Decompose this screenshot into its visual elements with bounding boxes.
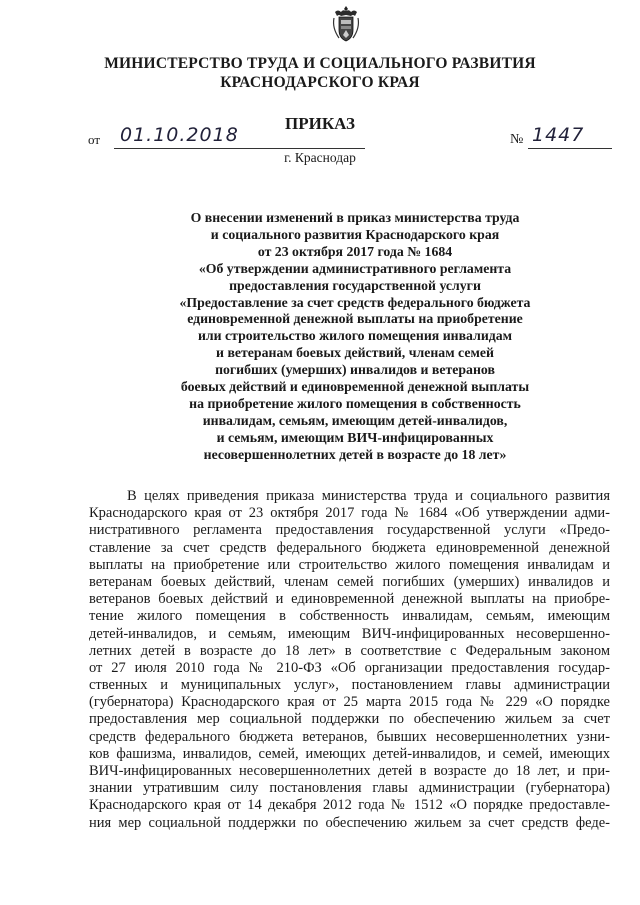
coat-of-arms-icon xyxy=(331,4,361,44)
order-heading xyxy=(100,210,610,464)
body-line: летних детей в возрасте до 18 лет» в соответствие с Федеральным законом xyxy=(89,642,610,659)
body-line: В целях приведения приказа министерства труда и социального развития xyxy=(127,488,610,504)
body-line: ветеранам боевых действий, членам семей погибших (умерших) инвалидов и xyxy=(89,573,610,590)
heading-line: и социального развития Краснодарского края xyxy=(210,226,500,242)
body-line: средств федерального бюджета ветеранов, бывших несовершеннолетних узни- xyxy=(89,728,610,745)
body-line: выплаты на приобретение или строительство жилого помещения инвалидам и xyxy=(89,556,610,573)
body-line: знании утратившим силу постановления главы администрации (губернатора) xyxy=(89,780,610,797)
body-line: ков фашизма, инвалидов, семей, имеющих детей-инвалидов, и семей, имеющих xyxy=(89,745,610,762)
heading-line: О внесении изменений в приказ министерства труда xyxy=(190,210,520,225)
heading-line: единовременной денежной выплаты на приобретение xyxy=(187,311,523,327)
heading-line: и ветеранам боевых действий, членам семей xyxy=(216,345,494,361)
body-line: ставление за счет средств федерального бюджета единовременной денежной xyxy=(89,539,610,556)
body-line: ветеранов боевых действий и единовременной денежной выплаты на приобре- xyxy=(89,591,610,608)
heading-line: инвалидам, семьям, имеющим детей-инвалидов, xyxy=(202,412,508,428)
from-label: от xyxy=(88,132,101,147)
body-line: ВИЧ-инфицированных несовершеннолетних детей в возрасте до 18 лет, и при- xyxy=(89,763,610,779)
ministry-name-line1: МИНИСТЕРСТВО ТРУДА И СОЦИАЛЬНОГО РАЗВИТИЯ xyxy=(104,55,536,72)
body-line: (губернатора) Краснодарского края от 25 марта 2015 года № 229 «О порядке xyxy=(89,694,610,711)
ministry-name-line2: КРАСНОДАРСКОГО КРАЯ xyxy=(220,74,420,91)
heading-line: несовершеннолетних детей в возрасте до 18 лет» xyxy=(203,446,507,462)
heading-line: предоставления государственной услуги xyxy=(229,277,481,293)
city: г. Краснодар xyxy=(284,150,356,165)
body-line: нистративного регламента предоставления государственной услуги «Предо- xyxy=(89,522,610,539)
body-line: Краснодарского края от 14 декабря 2012 года № 1512 «О порядке предоставле- xyxy=(89,797,610,814)
heading-line: «Об утверждении административного регламента xyxy=(198,260,512,276)
order-title: ПРИКАЗ xyxy=(285,114,355,133)
body-line: ния мер социальной поддержки по обеспечению жильем за счет средств феде- xyxy=(89,814,610,831)
heading-line: погибших (умерших) инвалидов и ветеранов xyxy=(215,362,495,378)
number-label: № xyxy=(510,132,524,147)
heading-line: «Предоставление за счет средств федерального бюджета xyxy=(179,294,531,310)
body-paragraph xyxy=(89,488,610,832)
heading-line: на приобретение жилого помещения в собственность xyxy=(189,395,521,411)
heading-line: от 23 октября 2017 года № 1684 xyxy=(257,243,453,259)
heading-line: или строительство жилого помещения инвалидам xyxy=(197,328,513,344)
body-line: от 27 июля 2010 года № 210-ФЗ «Об организации предоставления государ- xyxy=(89,659,610,676)
body-line: ственных и муниципальных услуг», постановлением главы администрации xyxy=(89,677,610,694)
heading-line: и семьям, имеющим ВИЧ-инфицированных xyxy=(216,429,494,445)
body-line: Краснодарского края от 23 октября 2017 года № 1684 «Об утверждении адми- xyxy=(89,505,610,522)
body-line: предоставления мер социальной поддержки по обеспечению жильем за счет xyxy=(89,711,610,728)
order-date: 01.10.2018 xyxy=(114,124,365,149)
order-number: 1447 xyxy=(528,124,612,149)
body-line: тение жилого помещения в собственность инвалидам, семьям, имеющим xyxy=(89,608,610,625)
heading-line: боевых действий и единовременной денежной выплаты xyxy=(180,379,530,395)
body-line: детей-инвалидов, и семьям, имеющим ВИЧ-инфицированных несовершенно- xyxy=(89,625,610,642)
